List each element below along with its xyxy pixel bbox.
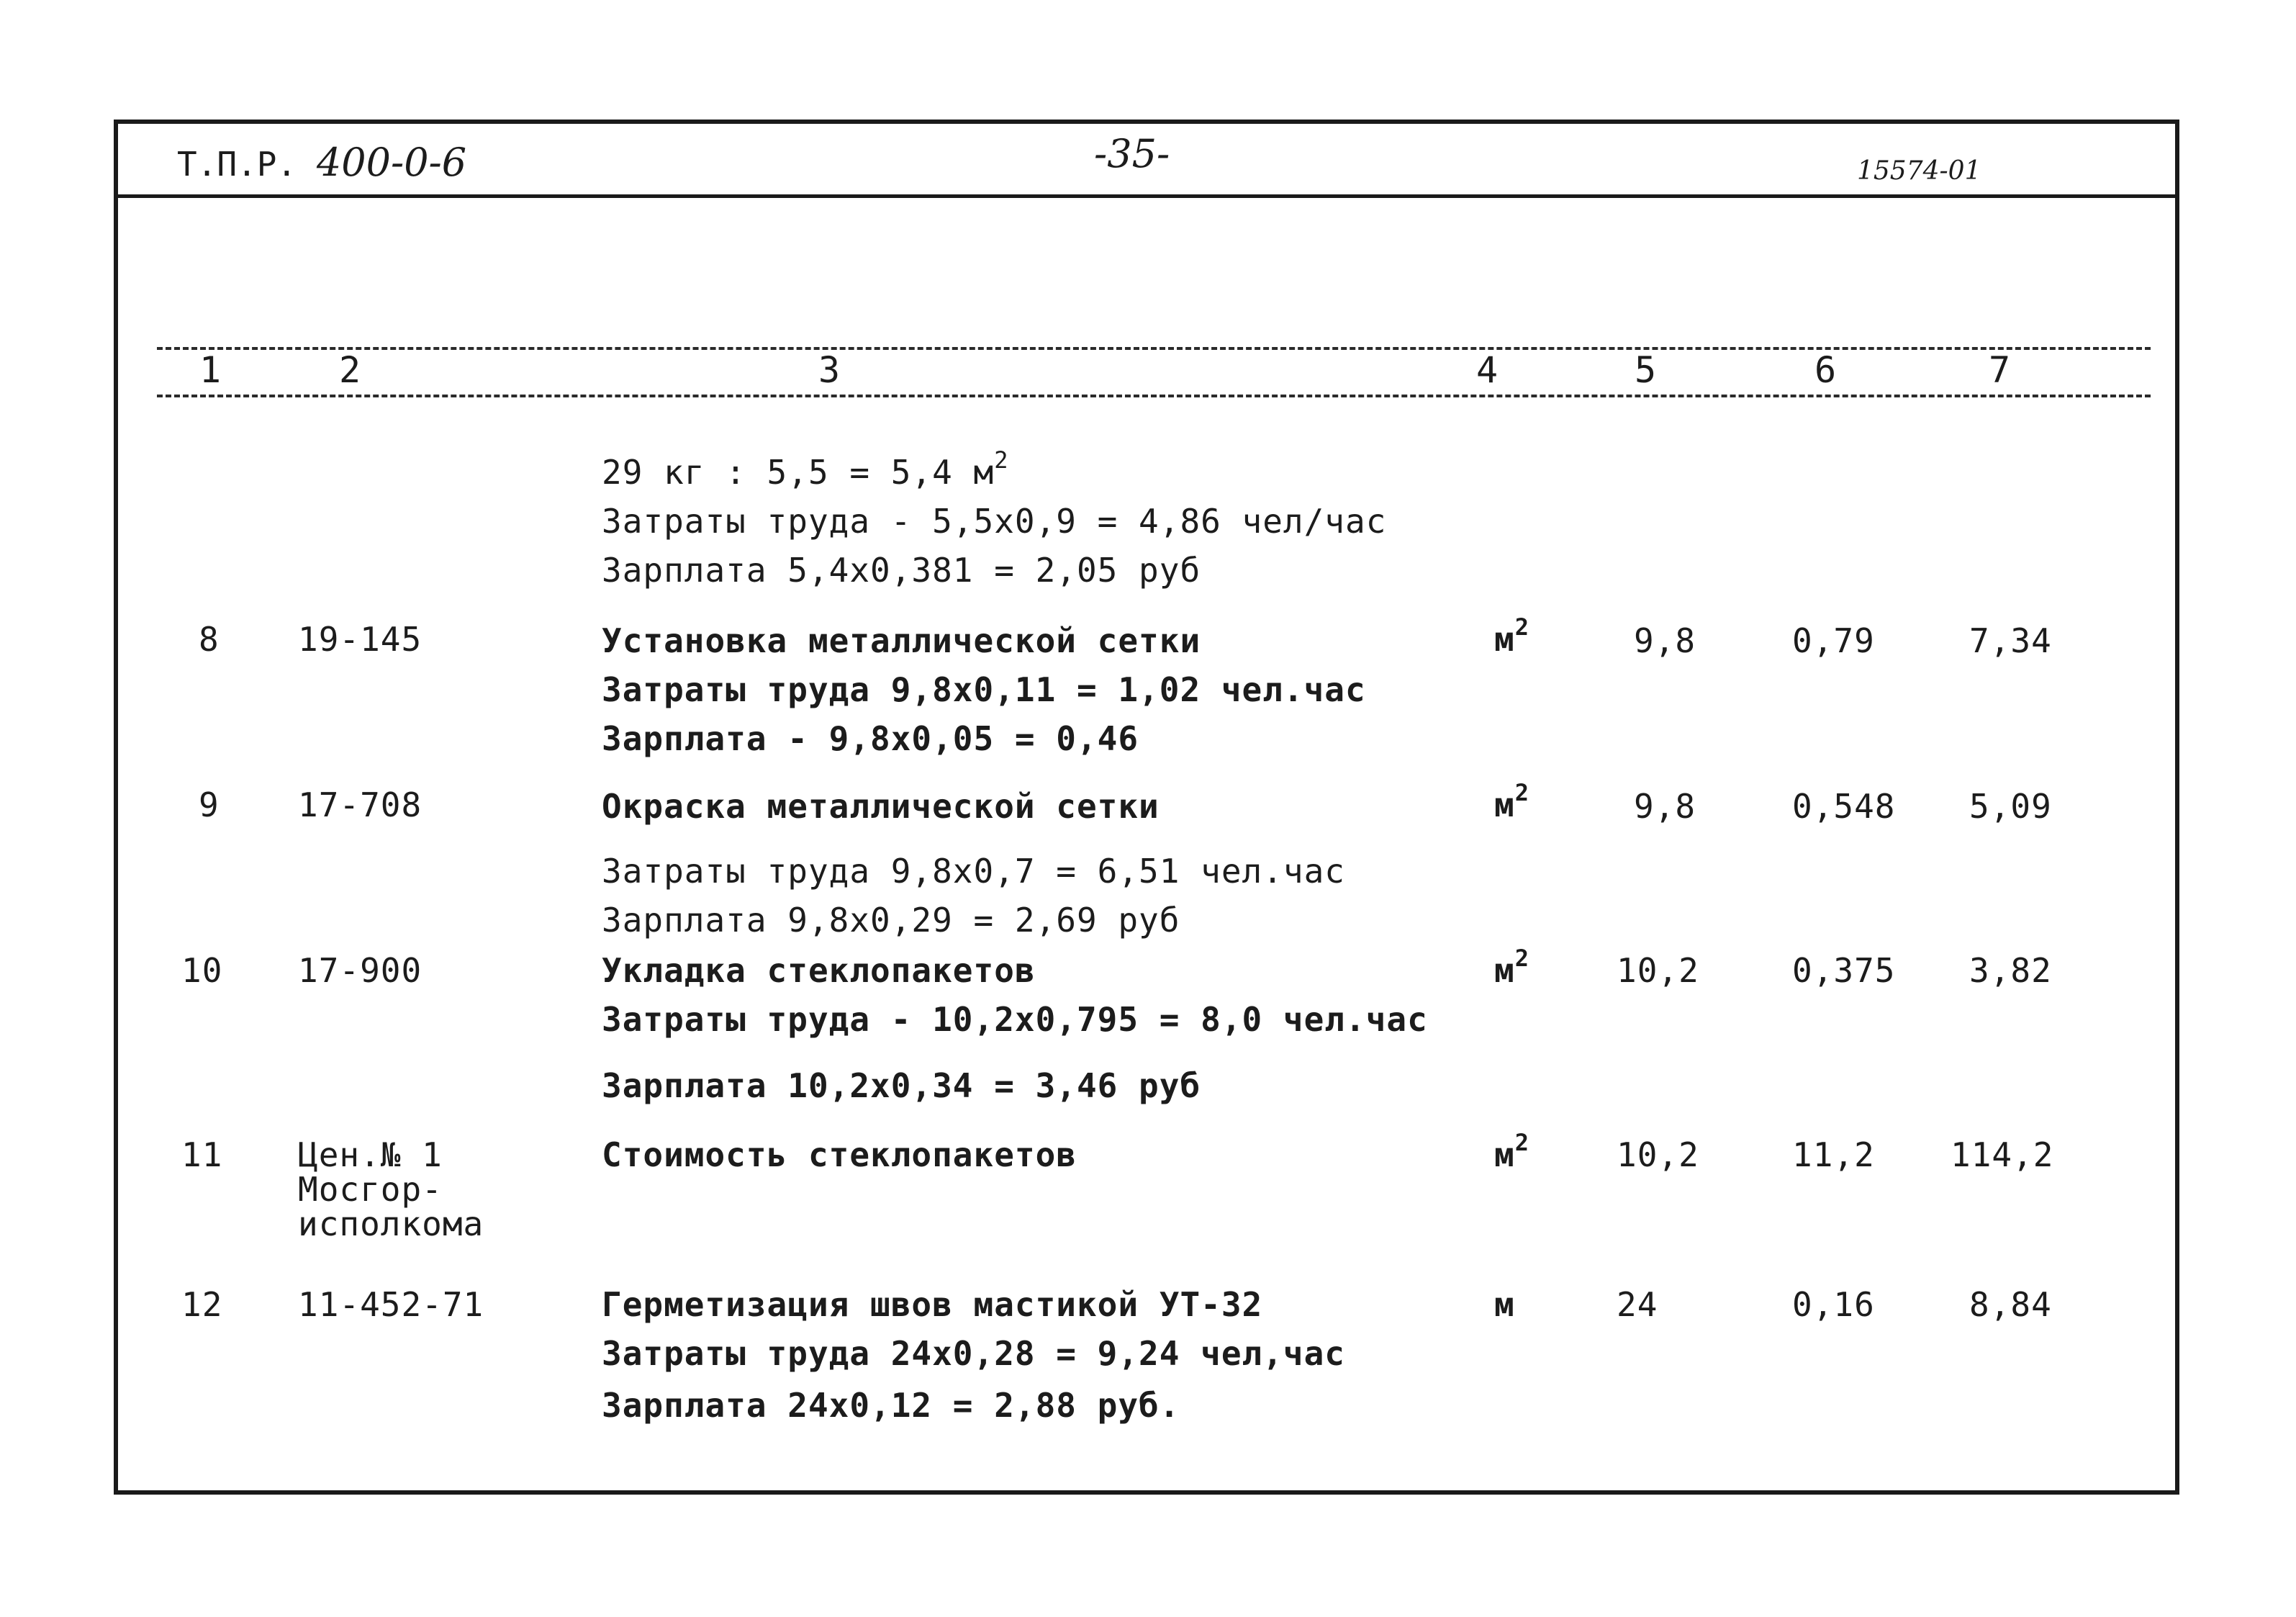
column-number-7: 7 <box>1988 349 2011 391</box>
row-9-price: 0,548 <box>1792 787 1896 826</box>
row-9-quantity: 9,8 <box>1634 787 1696 826</box>
row-8-labor: Затраты труда 9,8х0,11 = 1,02 чел.час <box>602 670 1366 709</box>
row-8-price: 0,79 <box>1792 621 1875 660</box>
row-11-code-line-2: Мосгор- <box>298 1170 443 1209</box>
row-12-unit: м <box>1494 1285 1515 1324</box>
preface-line-2: Затраты труда - 5,5х0,9 = 4,86 чел/час <box>602 502 1387 541</box>
row-10-code: 17-900 <box>298 951 422 990</box>
row-12-labor: Затраты труда 24х0,28 = 9,24 чел,час <box>602 1334 1345 1373</box>
row-11-code <box>298 1135 484 1243</box>
row-12-total: 8,84 <box>1969 1285 2052 1324</box>
column-number-3: 3 <box>818 349 841 391</box>
row-8-quantity: 9,8 <box>1634 621 1696 660</box>
row-9-labor: Затраты труда 9,8х0,7 = 6,51 чел.час <box>602 852 1345 891</box>
table-header-top-rule <box>157 347 2151 350</box>
doc-designation <box>177 141 466 186</box>
row-8-number: 8 <box>199 620 220 659</box>
page-number: -35- <box>1094 131 1170 176</box>
row-8-code: 19-145 <box>298 620 422 659</box>
row-11-code-line-3: исполкома <box>298 1204 484 1243</box>
row-9-total: 5,09 <box>1969 787 2052 826</box>
row-10-labor: Затраты труда - 10,2х0,795 = 8,0 чел.час <box>602 1000 1428 1039</box>
row-9-description: Окраска металлической сетки <box>602 787 1160 826</box>
row-12-code: 11-452-71 <box>298 1285 484 1324</box>
preface-line-3: Зарплата 5,4х0,381 = 2,05 руб <box>602 551 1201 590</box>
row-12-number: 12 <box>181 1285 223 1324</box>
row-9-code: 17-708 <box>298 785 422 824</box>
column-number-4: 4 <box>1475 349 1499 391</box>
row-10-wage: Зарплата 10,2х0,34 = 3,46 руб <box>602 1066 1201 1105</box>
row-12-quantity: 24 <box>1617 1285 1658 1324</box>
row-10-number: 10 <box>181 951 223 990</box>
row-11-unit: $м^2$ <box>1494 1129 1529 1174</box>
row-8-total: 7,34 <box>1969 621 2052 660</box>
row-11-price: 11,2 <box>1792 1135 1875 1174</box>
header-rule <box>114 194 2179 198</box>
column-number-1: 1 <box>199 349 222 391</box>
row-8-wage: Зарплата - 9,8х0,05 = 0,46 <box>602 719 1139 758</box>
row-11-total: 114,2 <box>1951 1135 2054 1174</box>
row-12-price: 0,16 <box>1792 1285 1875 1324</box>
column-number-6: 6 <box>1814 349 1837 391</box>
column-number-5: 5 <box>1634 349 1657 391</box>
column-number-2: 2 <box>338 349 361 391</box>
row-10-quantity: 10,2 <box>1617 951 1699 990</box>
row-11-quantity: 10,2 <box>1617 1135 1699 1174</box>
doc-prefix: Т.П.Р. <box>177 145 297 184</box>
row-12-wage: Зарплата 24х0,12 = 2,88 руб. <box>602 1386 1180 1425</box>
row-10-unit: $м^2$ <box>1494 945 1529 990</box>
preface-line-1: 29 кг : 5,5 = 5,4 $м^2$ <box>602 446 1009 492</box>
row-11-code-line-1: Цен.№ 1 <box>298 1135 443 1174</box>
doc-number: 400-0-6 <box>316 140 467 185</box>
row-8-description: Установка металлической сетки <box>602 621 1201 660</box>
table-header-bottom-rule <box>157 395 2151 397</box>
row-9-unit: $м^2$ <box>1494 779 1529 824</box>
row-10-description: Укладка стеклопакетов <box>602 951 1036 990</box>
row-12-description: Герметизация швов мастикой УТ-32 <box>602 1285 1263 1324</box>
row-10-price: 0,375 <box>1792 951 1896 990</box>
row-10-total: 3,82 <box>1969 951 2052 990</box>
row-11-number: 11 <box>181 1135 223 1174</box>
row-9-number: 9 <box>199 785 220 824</box>
row-9-wage: Зарплата 9,8х0,29 = 2,69 руб <box>602 901 1180 940</box>
row-8-unit: $м^2$ <box>1494 613 1529 659</box>
row-11-description: Стоимость стеклопакетов <box>602 1135 1077 1174</box>
sheet-code: 15574-01 <box>1857 156 1981 186</box>
